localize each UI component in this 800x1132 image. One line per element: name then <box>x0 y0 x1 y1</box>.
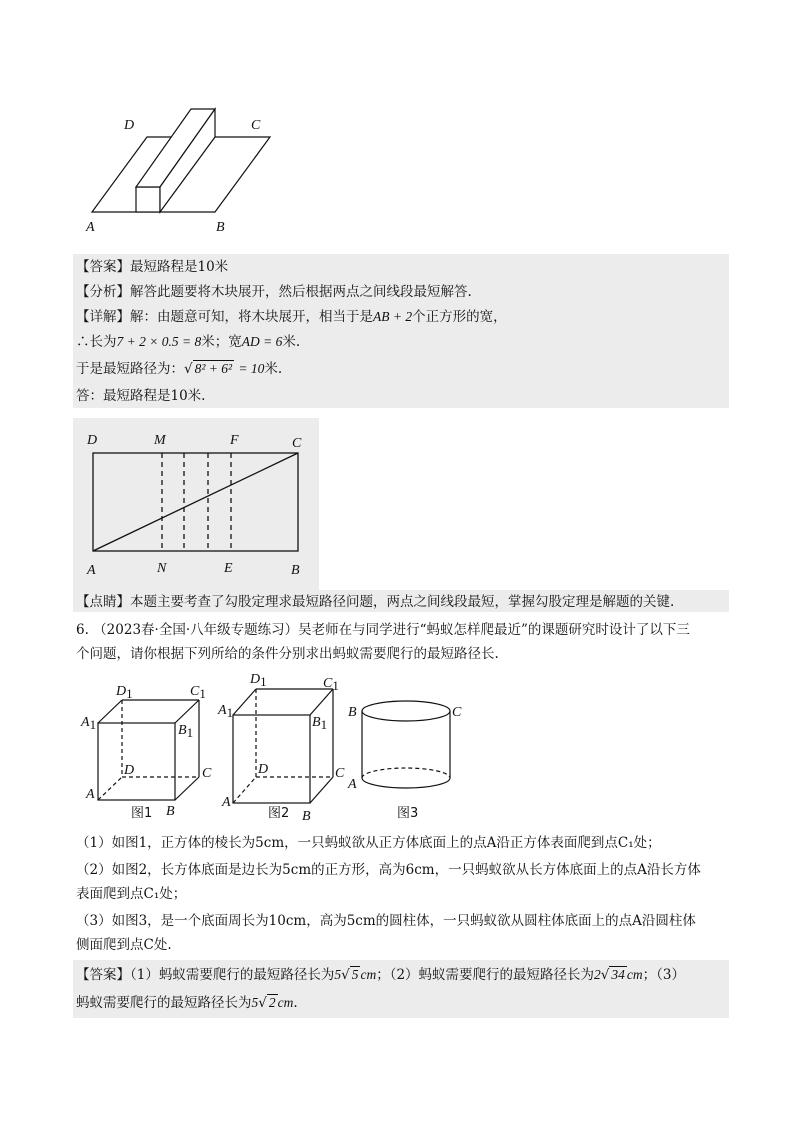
f1-label-C1: C1 <box>190 684 206 701</box>
answer6-line-2: 蚂蚁需要爬行的最短路径长为5√ 2 cm. <box>76 995 298 1011</box>
answer6-p3: ；（3） <box>642 967 685 983</box>
answer6-v1-coef: 5 <box>334 967 342 982</box>
label-C: C <box>251 118 261 133</box>
analysis-line <box>76 283 472 301</box>
answer6-v2-coef: 2 <box>594 967 601 982</box>
detail-pre: 解：由题意可知，将木块展开，相当于是 <box>130 309 373 325</box>
figure-2-caption: 图2 <box>268 806 290 821</box>
answer6-unit-1: cm <box>360 967 377 982</box>
length-line <box>76 333 300 351</box>
answer6-v3-rad: 2 <box>268 995 276 1010</box>
f1-label-A: A <box>86 787 95 802</box>
figure-3-cylinder <box>346 692 466 802</box>
f1-label-D: D <box>124 763 135 778</box>
figure-3-caption: 图3 <box>397 806 419 821</box>
figure-1-cube <box>80 682 210 822</box>
answer6-p1: （1）蚂蚁需要爬行的最短路径长为 <box>130 967 335 983</box>
answer6-line-1: 【答案】（1）蚂蚁需要爬行的最短路径长为5√ 5 cm；（2）蚂蚁需要爬行的最短路径长为2√ 34 cm；（3） <box>76 967 685 983</box>
path-pre: 于是最短路径为： <box>76 361 184 377</box>
answer-line <box>76 258 228 276</box>
f2-label-A1: A1 <box>218 703 234 720</box>
analysis-text: 解答此题要将木块展开，然后根据两点之间线段最短解答. <box>130 284 472 300</box>
f1-label-B1: B1 <box>178 723 194 740</box>
detail-tag: 【详解】 <box>76 309 130 325</box>
length-mid: 米；宽 <box>201 334 242 350</box>
answer6-v2-rad: 34 <box>611 967 625 982</box>
answer6-unit-3: cm <box>277 995 294 1010</box>
final-answer: 答：最短路程是10米. <box>76 388 206 404</box>
answer6-v1-rad: 5 <box>351 967 359 982</box>
f2-label-D1: D1 <box>250 672 267 689</box>
unfold-figure <box>73 418 319 590</box>
question-1: （1）如图1，正方体的棱长为5cm，一只蚂蚁欲从正方体底面上的点A沿正方体表面爬到点C₁处； <box>76 835 661 851</box>
f1-label-B: B <box>166 804 175 819</box>
answer-block <box>73 254 729 408</box>
u-label-B: B <box>291 563 300 578</box>
figure-2-cuboid <box>218 668 348 822</box>
detail-line <box>76 308 507 326</box>
f2-label-A: A <box>222 795 231 810</box>
detail-post: 个正方形的宽， <box>412 309 507 325</box>
figure-1-caption: 图1 <box>131 806 153 821</box>
f1-label-A1: A1 <box>81 715 97 732</box>
u-label-A: A <box>87 563 96 578</box>
u-label-N: N <box>157 561 167 576</box>
analysis-tag: 【分析】 <box>76 284 130 300</box>
problem-line-2: 个问题，请你根据下列所给的条件分别求出蚂蚁需要爬行的最短路径长. <box>76 646 499 662</box>
f2-label-B: B <box>302 809 311 824</box>
f2-label-B1: B1 <box>312 715 328 732</box>
answer6-line2-pre: 蚂蚁需要爬行的最短路径长为 <box>76 995 252 1011</box>
u-label-C: C <box>292 436 302 451</box>
f2-label-C: C <box>335 766 345 781</box>
length-pre: ∴长为 <box>76 334 117 350</box>
path-radicand: 8² + 6² <box>194 361 233 376</box>
comment-text: 本题主要考查了勾股定理求最短路径问题，两点之间线段最短，掌握勾股定理是解题的关键. <box>130 594 675 610</box>
label-D: D <box>124 118 135 133</box>
f2-label-D: D <box>258 762 269 777</box>
length-post: 米. <box>282 334 301 350</box>
block-front <box>136 187 160 212</box>
path-post: 米. <box>264 361 283 377</box>
answer6-tag: 【答案】 <box>76 967 130 983</box>
answer6-p2: ；（2）蚂蚁需要爬行的最短路径长为 <box>376 967 595 983</box>
width-expr: AD = 6 <box>241 334 283 349</box>
question-2b: 表面爬到点C₁处； <box>76 886 187 902</box>
u-label-D: D <box>87 433 98 448</box>
question-3a: （3）如图3，是一个底面周长为10cm，高为5cm的圆柱体，一只蚂蚁欲从圆柱体底面上的点A沿圆柱体 <box>76 913 696 929</box>
path-line: 于是最短路径为：√ 8² + 6² = 10米. <box>76 361 283 377</box>
answer6-unit-2: cm <box>626 967 643 982</box>
detail-expr: AB + 2 <box>373 309 413 324</box>
f3-label-A: A <box>348 777 357 792</box>
answer-text: 最短路程是10米 <box>130 259 229 275</box>
f3-label-C: C <box>452 705 462 720</box>
question-3b: 侧面爬到点C处. <box>76 937 172 953</box>
path-result: = 10 <box>238 361 265 376</box>
question-2a: （2）如图2，长方体底面是边长为5cm的正方形，高为6cm，一只蚂蚁欲从长方体底面上的点A沿长方体 <box>76 862 701 878</box>
f1-label-D1: D1 <box>116 684 133 701</box>
u-label-M: M <box>154 433 166 448</box>
answer6-v3-coef: 5 <box>251 995 259 1010</box>
u-label-E: E <box>224 561 233 576</box>
length-expr: 7 + 2 × 0.5 = 8 <box>116 334 202 349</box>
diagonal-AC <box>93 453 298 551</box>
answer-tag: 【答案】 <box>76 259 130 275</box>
label-A: A <box>86 220 95 235</box>
answer6-end: . <box>293 995 298 1011</box>
block-figure <box>80 95 280 240</box>
label-B: B <box>216 220 225 235</box>
u-label-F: F <box>230 433 239 448</box>
f2-label-C1: C1 <box>323 676 339 693</box>
comment-line <box>76 593 674 611</box>
f1-label-C: C <box>202 766 212 781</box>
problem-line-1: 6. （2023春·全国·八年级专题练习）吴老师在与同学进行“蚂蚁怎样爬最近”的课题研究时设计了以下三 <box>76 622 690 638</box>
f3-label-B: B <box>348 705 357 720</box>
comment-tag: 【点睛】 <box>76 594 130 610</box>
